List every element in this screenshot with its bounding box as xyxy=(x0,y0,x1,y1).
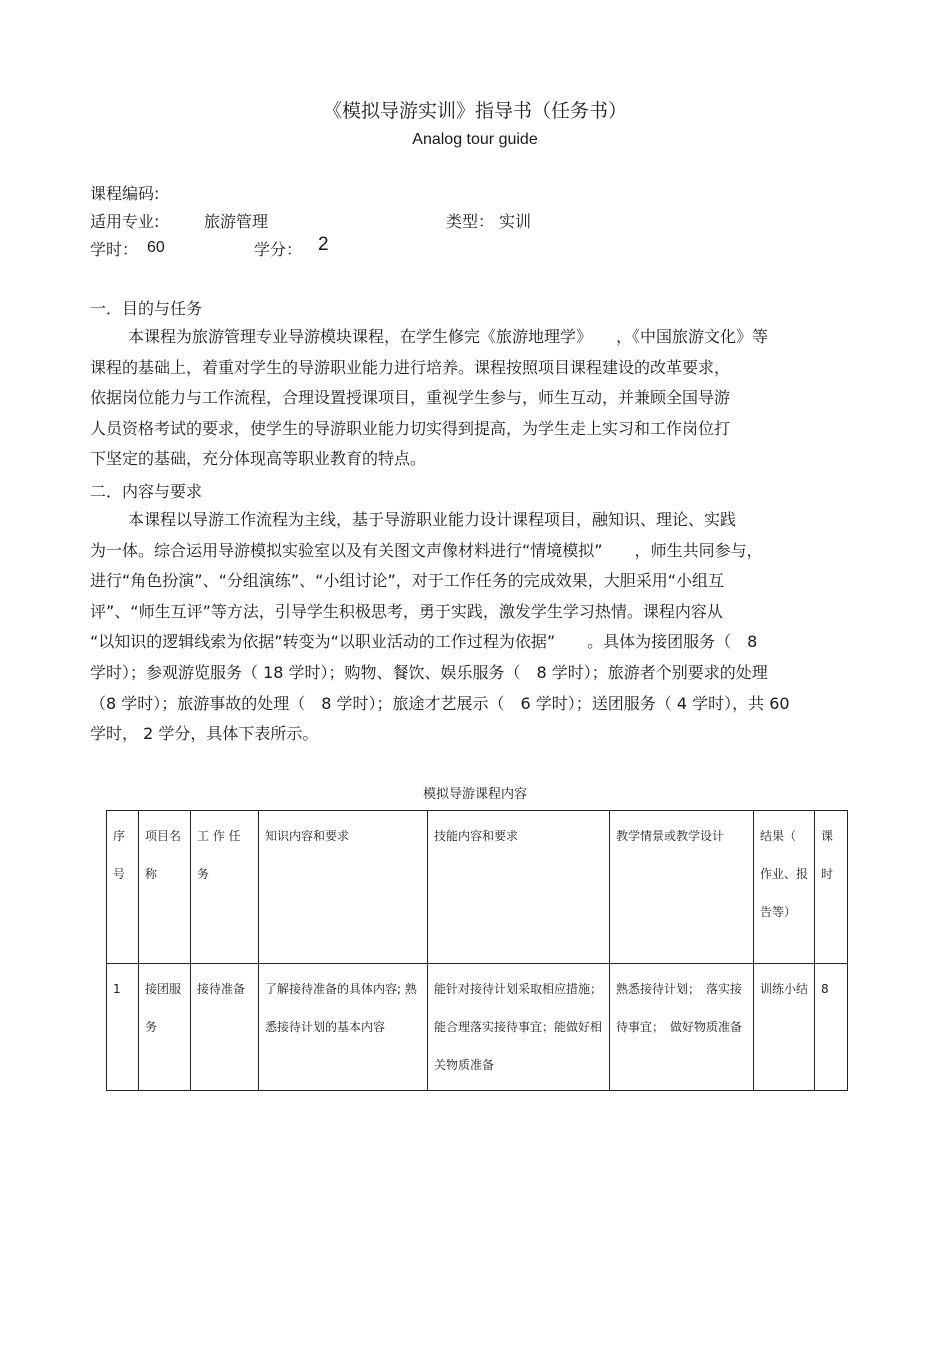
table-cell: 能针对接待计划采取相应措施；能合理落实接待事宜；能做好相关物质准备 xyxy=(428,964,610,1091)
section2-line: 进行“角色扮演”、“分组演练”、“小组讨论”，对于工作任务的完成效果，大胆采用“小组互 xyxy=(90,571,725,591)
hours-value: 60 xyxy=(147,239,165,256)
table-cell: 了解接待准备的具体内容; 熟悉接待计划的基本内容 xyxy=(259,964,428,1091)
table-cell: 1 xyxy=(107,964,139,1091)
document-subtitle: Analog tour guide xyxy=(412,131,538,148)
course-content-table xyxy=(106,810,848,1091)
section2-line: 为一体。综合运用导游模拟实验室以及有关图文声像材料进行“情境模拟” ，师生共同参与， xyxy=(90,540,763,560)
table-header-row xyxy=(107,811,848,964)
type-value: 实训 xyxy=(499,212,532,231)
section1-line: 人员资格考试的要求，使学生的导游职业能力切实得到提高，为学生走上实习和工作岗位打 xyxy=(90,418,731,438)
credit-value: 2 xyxy=(318,234,329,255)
table-cell: 8 xyxy=(815,964,848,1091)
section1-heading: 一．目的与任务 xyxy=(90,299,203,318)
section2-line: 评”、“师生互评”等方法，引导学生积极思考，勇于实践，激发学生学习热情。课程内容从 xyxy=(90,601,723,621)
table-cell: 熟悉接待计划； 落实接待事宜； 做好物质准备 xyxy=(610,964,754,1091)
table-cell: 训练小结 xyxy=(754,964,815,1091)
section1-line: 下坚定的基础，充分体现高等职业教育的特点。 xyxy=(90,449,427,469)
course-code-label: 课程编码: xyxy=(90,184,160,203)
major-value: 旅游管理 xyxy=(204,212,269,231)
table-cell: 接团服务 xyxy=(139,964,191,1091)
header-cell: 工 作 任 务 xyxy=(191,811,259,964)
table-row xyxy=(107,964,848,1091)
type-label: 类型： xyxy=(446,212,495,231)
section2-line: 学时， 2 学分，具体下表所示。 xyxy=(90,724,319,744)
section1-body xyxy=(90,322,865,475)
table-caption: 模拟导游课程内容 xyxy=(422,787,527,802)
header-cell: 知识内容和要求 xyxy=(259,811,428,964)
table-cell: 接待准备 xyxy=(191,964,259,1091)
header-cell: 结果（ 作业、报告等） xyxy=(754,811,815,964)
hours-label: 学时： xyxy=(90,240,139,259)
header-cell: 序号 xyxy=(107,811,139,964)
document-title: 《模拟导游实训》指导书（任务书） xyxy=(322,100,627,122)
section2-heading: 二．内容与要求 xyxy=(90,482,203,501)
credit-label: 学分： xyxy=(254,240,303,259)
section2-body xyxy=(90,505,865,750)
section2-line: （8 学时）；旅游事故的处理（ 8 学时）；旅途才艺展示（ 6 学时）；送团服务（ 4 学时），共 60 xyxy=(90,693,790,713)
section2-line: 学时）；参观游览服务（ 18 学时）；购物、餐饮、娱乐服务（ 8 学时）；旅游者个别要求的处理 xyxy=(90,662,768,682)
section2-line: “以知识的逻辑线索为依据”转变为“以职业活动的工作过程为依据” 。具体为接团服务（ 8 xyxy=(90,632,758,652)
header-cell: 教学情景或教学设计 xyxy=(610,811,754,964)
section2-line: 本课程以导游工作流程为主线，基于导游职业能力设计课程项目，融知识、理论、实践 xyxy=(128,510,737,529)
section1-line: 课程的基础上，着重对学生的导游职业能力进行培养。课程按照项目课程建设的改革要求， xyxy=(90,357,731,377)
section1-line: 本课程为旅游管理专业导游模块课程，在学生修完《旅游地理学》 ，《中国旅游文化》等 xyxy=(128,327,769,346)
major-label: 适用专业: xyxy=(90,212,160,231)
header-cell: 课时 xyxy=(815,811,848,964)
header-cell: 项目名称 xyxy=(139,811,191,964)
header-cell: 技能内容和要求 xyxy=(428,811,610,964)
section1-line: 依据岗位能力与工作流程，合理设置授课项目，重视学生参与，师生互动，并兼顾全国导游 xyxy=(90,388,731,408)
